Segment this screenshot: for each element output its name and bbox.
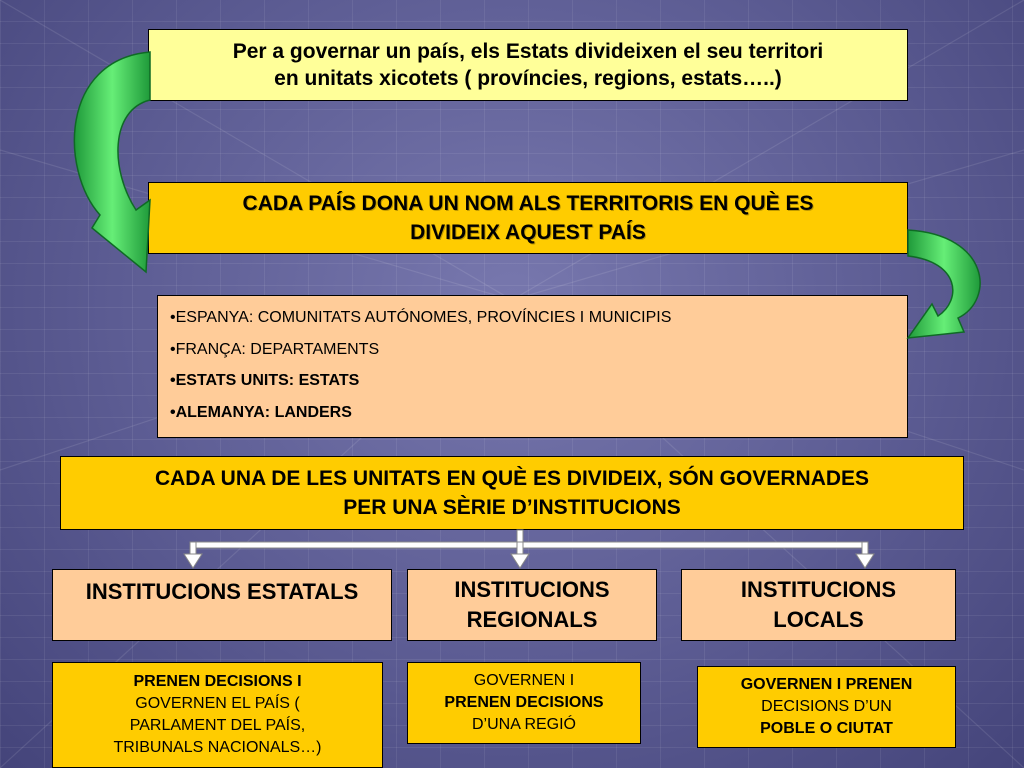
naming-line-2: DIVIDEIX AQUEST PAÍS	[410, 221, 646, 244]
description-local-line-2: DECISIONS D’UN	[761, 698, 892, 715]
institutions-local-line-2: LOCALS	[773, 607, 864, 632]
institutions-local-line-1: INSTITUCIONS	[740, 577, 897, 602]
example-usa: •ESTATS UNITS: ESTATS	[170, 372, 360, 390]
intro-line-1: Per a governar un país, els Estats divideixen el seu territori	[232, 40, 824, 63]
institutions-regional-line-1: INSTITUCIONS	[454, 577, 610, 602]
example-france: •FRANÇA: DEPARTAMENTS	[170, 340, 380, 358]
intro-box	[148, 29, 908, 101]
units-line-2: PER UNA SÈRIE D’INSTITUCIONS	[343, 496, 681, 519]
intro-line-2: en unitats xicotets ( províncies, regions, estats…..)	[274, 67, 782, 90]
description-regional-line-2: PRENEN DECISIONS	[444, 694, 604, 711]
institutions-state-box	[52, 569, 392, 641]
institutions-state-title: INSTITUCIONS ESTATALS	[85, 579, 359, 604]
description-local-line-1: GOVERNEN I PRENEN	[740, 676, 913, 693]
description-local-box	[697, 666, 956, 748]
naming-box	[148, 182, 908, 254]
description-regional-line-1: GOVERNEN I	[473, 672, 575, 689]
naming-line-1: CADA PAÍS DONA UN NOM ALS TERRITORIS EN QUÈ ES	[242, 192, 814, 215]
example-germany: •ALEMANYA: LANDERS	[170, 404, 352, 422]
units-box	[60, 456, 964, 530]
description-state-line-3: PARLAMENT DEL PAÍS,	[129, 717, 306, 734]
description-state-box	[52, 662, 383, 768]
institutions-regional-box	[407, 569, 657, 641]
description-local-line-3: POBLE O CIUTAT	[760, 720, 893, 737]
description-state-line-2: GOVERNEN EL PAÍS (	[135, 695, 300, 712]
description-regional-line-3: D’UNA REGIÓ	[471, 716, 576, 733]
description-state-line-4: TRIBUNALS NACIONALS…)	[113, 739, 322, 756]
description-regional-box	[407, 662, 641, 744]
institutions-regional-line-2: REGIONALS	[466, 607, 598, 632]
description-state-line-1: PRENEN DECISIONS I	[133, 673, 302, 690]
units-line-1: CADA UNA DE LES UNITATS EN QUÈ ES DIVIDEIX, SÓN GOVERNADES	[154, 467, 870, 490]
institutions-local-box	[681, 569, 956, 641]
examples-box	[157, 295, 908, 438]
example-spain: •ESPANYA: COMUNITATS AUTÓNOMES, PROVÍNCIES I MUNICIPIS	[170, 308, 672, 326]
